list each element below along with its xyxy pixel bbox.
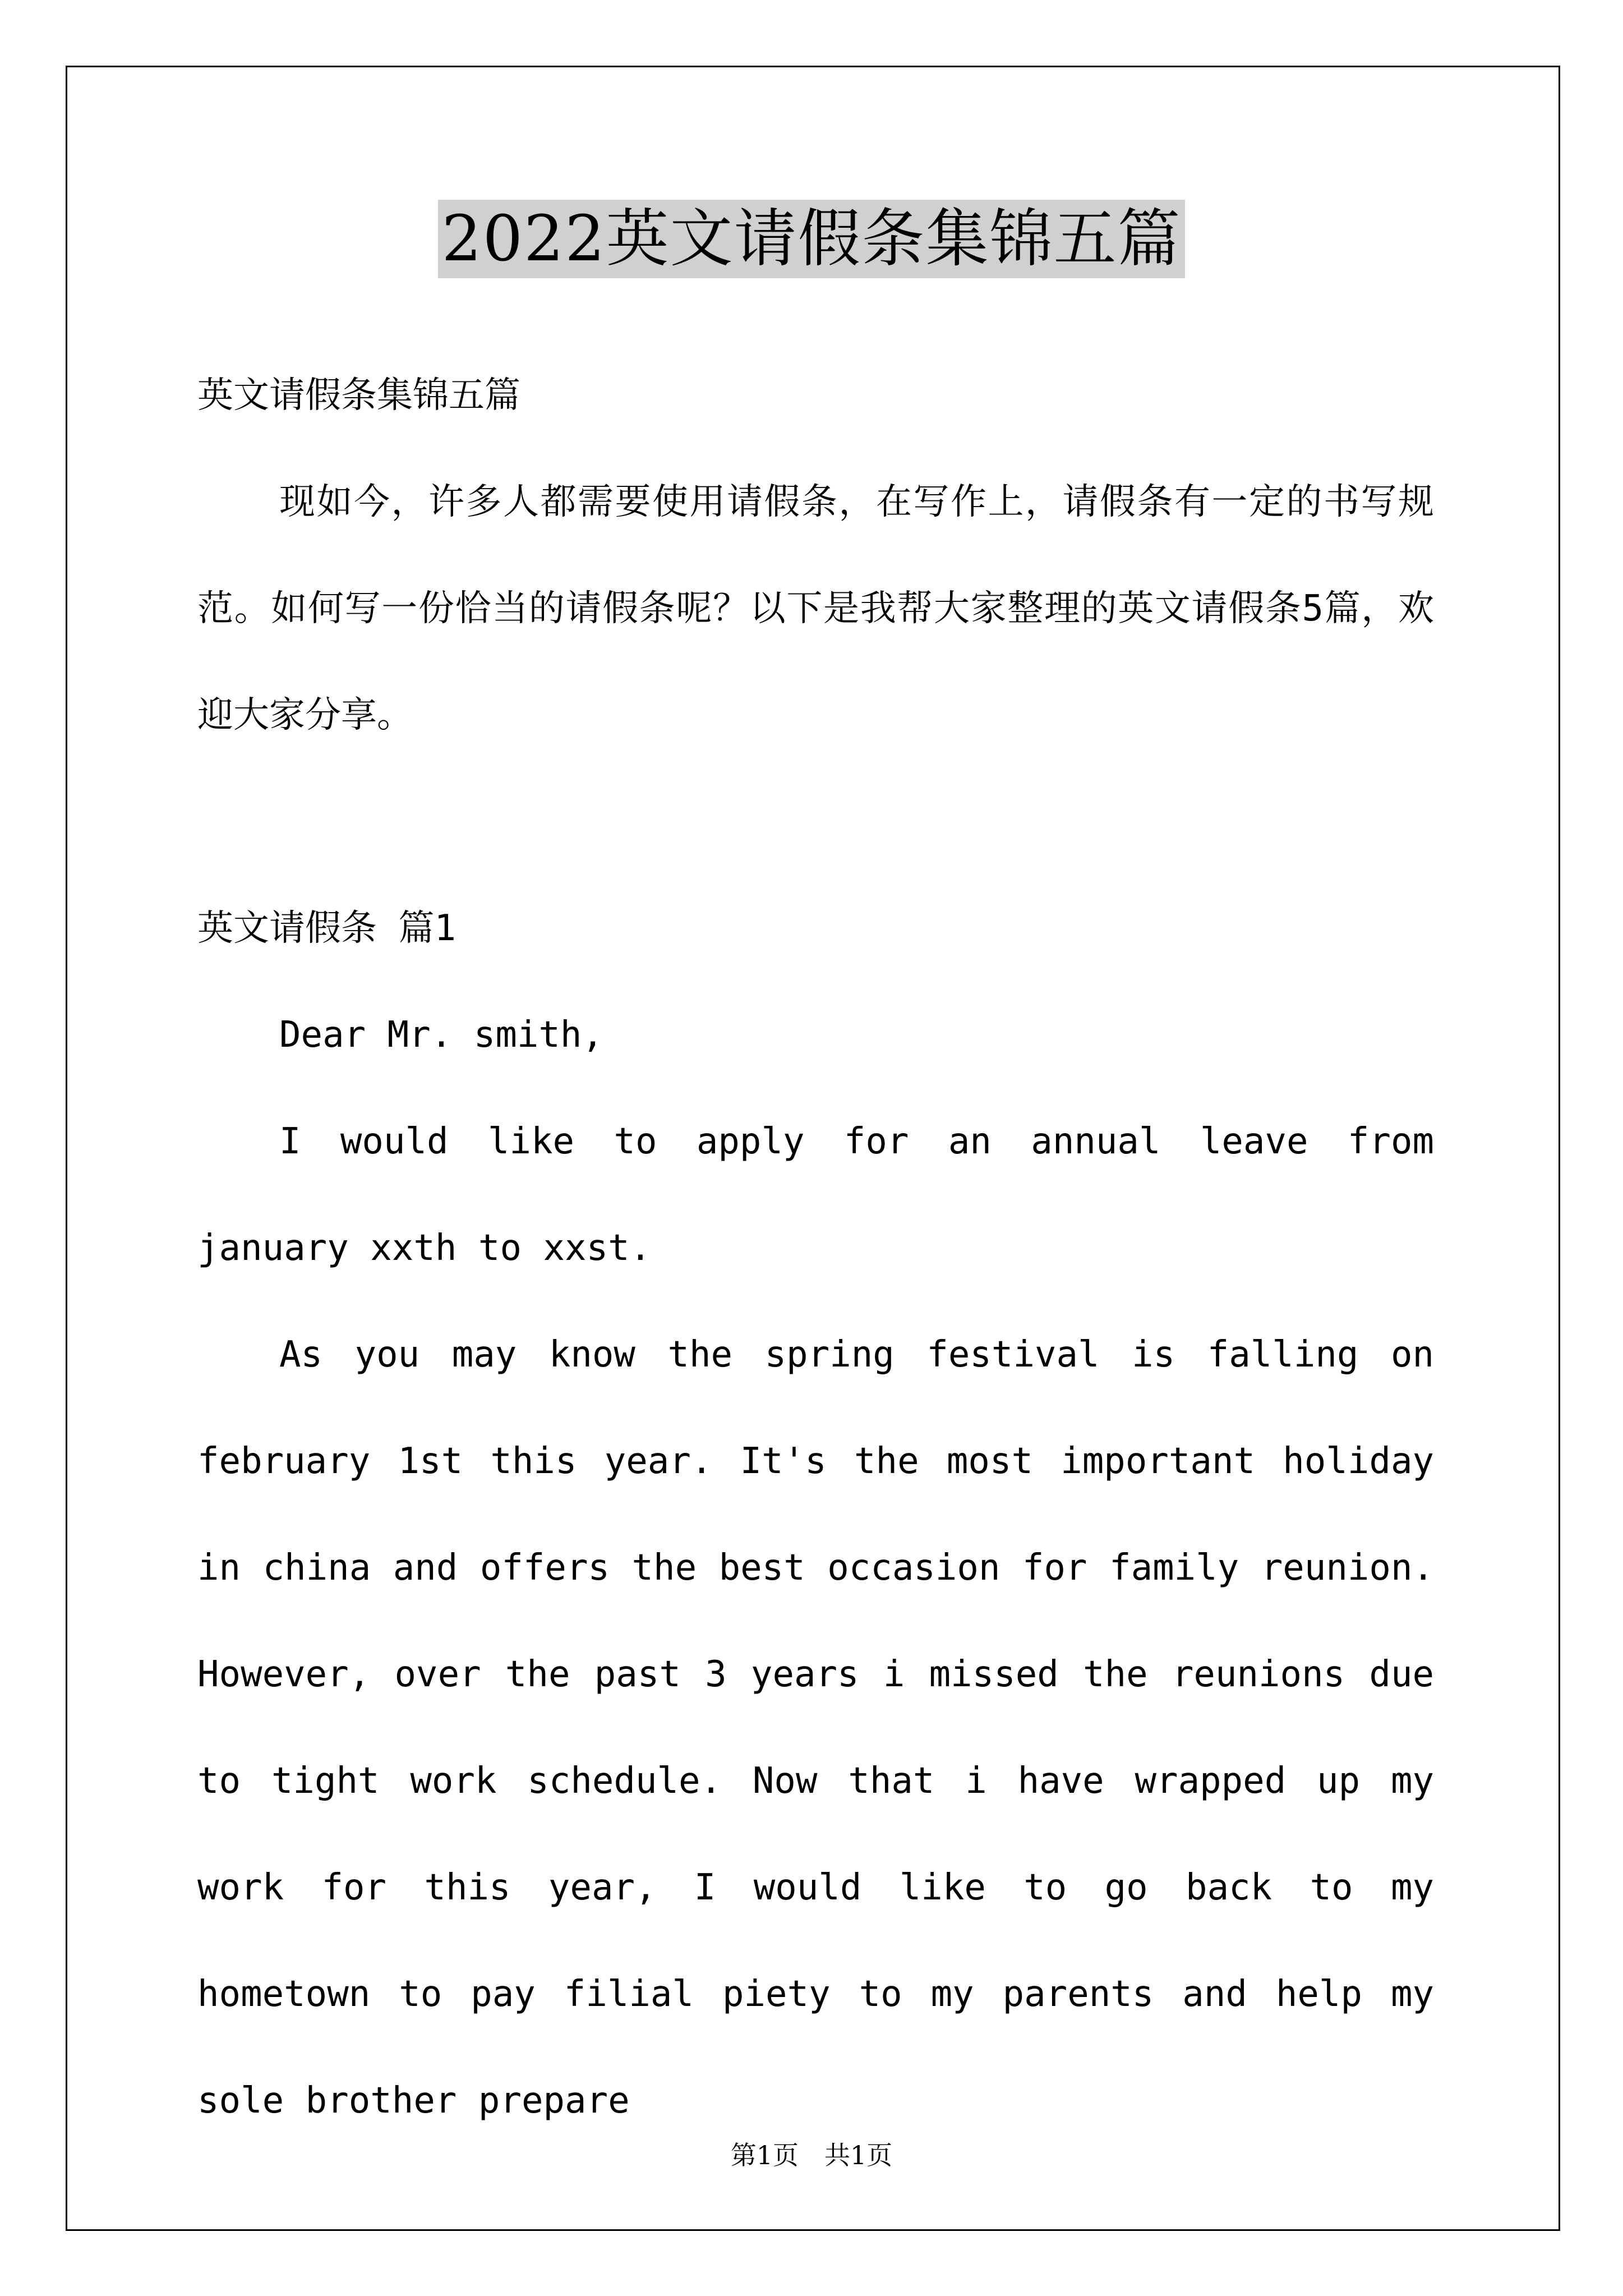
letter-salutation: Dear Mr. smith, <box>279 1014 603 1056</box>
paragraph-gap <box>197 769 1434 875</box>
document-body <box>197 342 1434 2154</box>
letter-paragraph-2: As you may know the spring festival is falling on february 1st this year. It's the most important holiday in china and offers the best occasion for family reunion. However, over the past 3 years i missed the reunions due to tight work schedule. Now that i have wrapped up my work for this year, I would like to go back to my hometown to pay filial piety to my parents and help my sole brother prepare <box>197 1334 1434 2122</box>
title-container <box>0 200 1623 278</box>
intro-paragraph: 现如今，许多人都需要使用请假条，在写作上，请假条有一定的书写规范。如何写一份恰当的请假条呢？以下是我帮大家整理的英文请假条5篇，欢迎大家分享。 <box>197 481 1434 736</box>
document-title: 2022英文请假条集锦五篇 <box>438 200 1184 278</box>
document-subtitle: 英文请假条集锦五篇 <box>197 375 520 416</box>
page-total: 共1页 <box>824 2140 893 2170</box>
page-number: 第1页 <box>730 2140 799 2170</box>
letter-paragraph-1: I would like to apply for an annual leave from january xxth to xxst. <box>197 1121 1434 1269</box>
page-footer <box>0 2135 1623 2172</box>
section-heading: 英文请假条 篇1 <box>197 908 457 949</box>
